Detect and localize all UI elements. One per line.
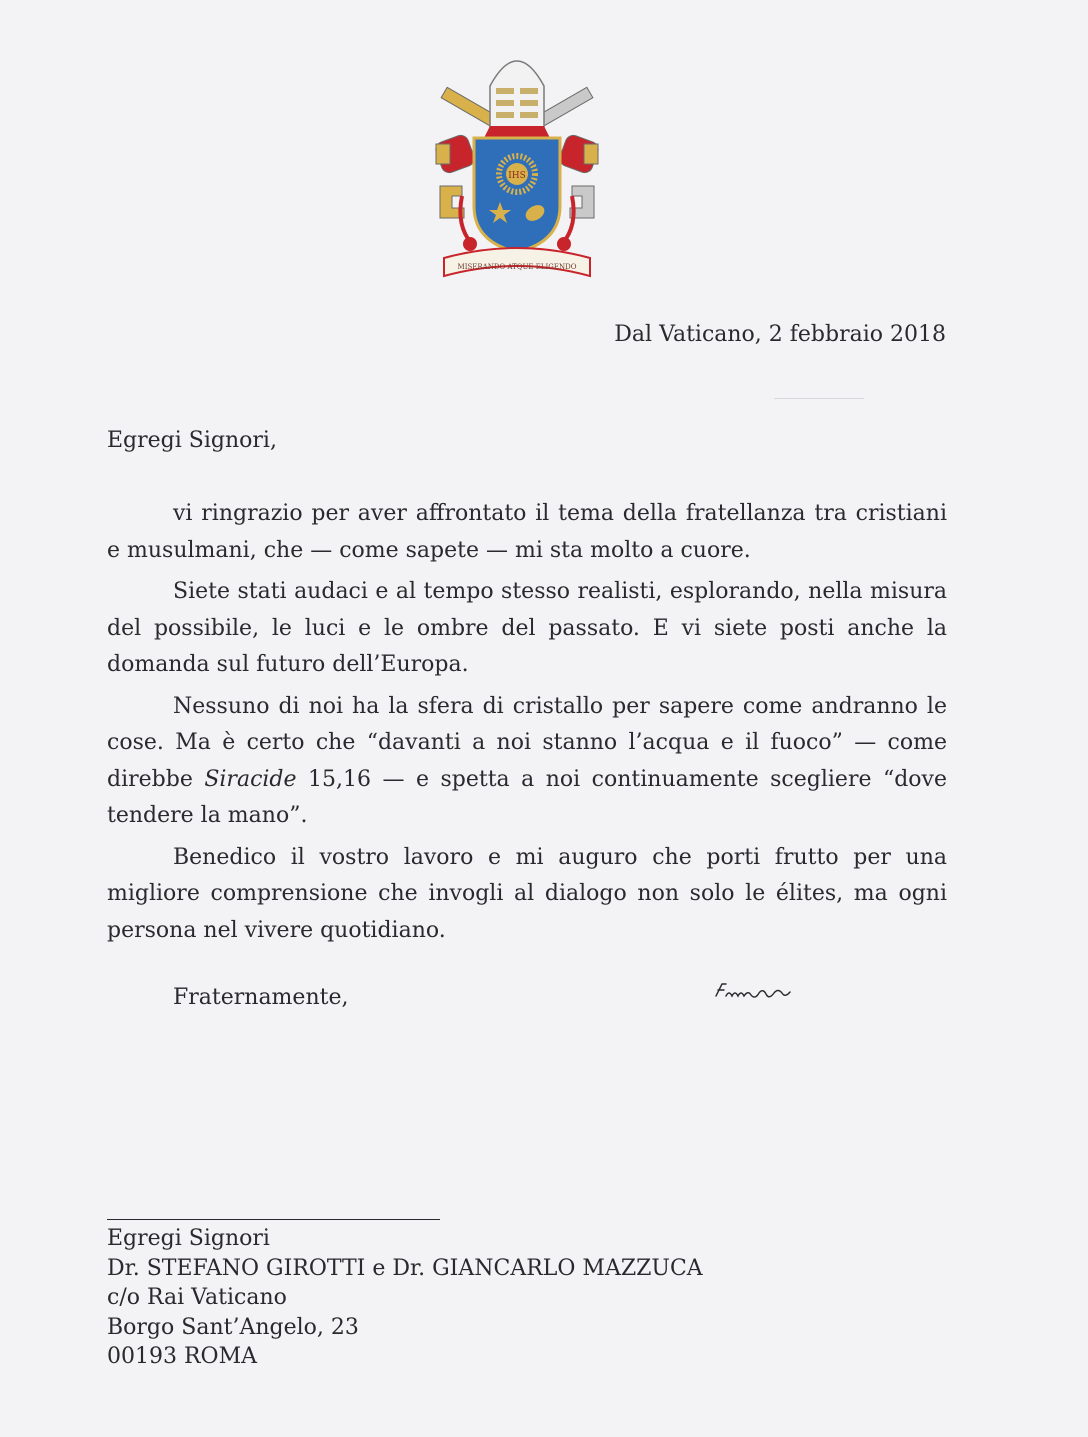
address-line: Borgo Sant’Angelo, 23 (107, 1314, 359, 1340)
address-line: Egregi Signori (107, 1226, 270, 1251)
italic-citation: Siracide (204, 766, 297, 792)
svg-text:IHS: IHS (508, 171, 526, 181)
body-paragraph (107, 574, 947, 684)
address-divider (107, 1219, 440, 1220)
address-line: 00193 ROMA (107, 1344, 257, 1369)
paragraph-text: 15,16 — e spetta a noi continuamente scegliere “dove tendere la mano”. (107, 766, 947, 828)
address-line: c/o Rai Vaticano (107, 1285, 287, 1310)
address-line: Dr. STEFANO GIROTTI e Dr. GIANCARLO MAZZUCA (107, 1255, 703, 1281)
paragraph-text: vi ringrazio per aver affrontato il tema della fratellanza tra cristiani e musulmani, che — come sapete — mi sta molto a cuore. (107, 501, 947, 563)
papal-coat-of-arms-icon (432, 46, 602, 282)
recipient-address (107, 1224, 703, 1372)
body-paragraph (107, 496, 947, 569)
date-divider (774, 398, 864, 399)
motto-text: MISERANDO ATQUE ELIGENDO (457, 263, 577, 271)
body-paragraph (107, 840, 947, 950)
paragraph-text: Benedico il vostro lavoro e mi auguro che porti frutto per una migliore comprensione che invogli al dialogo non solo le élites, ma ogni persona nel vivere quotidiano. (107, 844, 947, 943)
closing: Fraternamente, (173, 985, 349, 1010)
body-paragraph (107, 689, 947, 835)
signature-icon (712, 978, 808, 1008)
dateline: Dal Vaticano, 2 febbraio 2018 (614, 322, 946, 347)
paragraph-text: Nessuno di noi ha la sfera di cristallo per sapere come andranno le cose. Ma è certo che “davanti a noi stanno l’acqua e il fuoco” — come direbbe (107, 693, 947, 792)
letter-body (107, 496, 947, 954)
paragraph-text: Siete stati audaci e al tempo stesso realisti, esplorando, nella misura del possibile, le luci e le ombre del passato. E vi siete posti anche la domanda sul futuro dell’Europa. (107, 579, 947, 677)
salutation: Egregi Signori, (107, 428, 277, 453)
